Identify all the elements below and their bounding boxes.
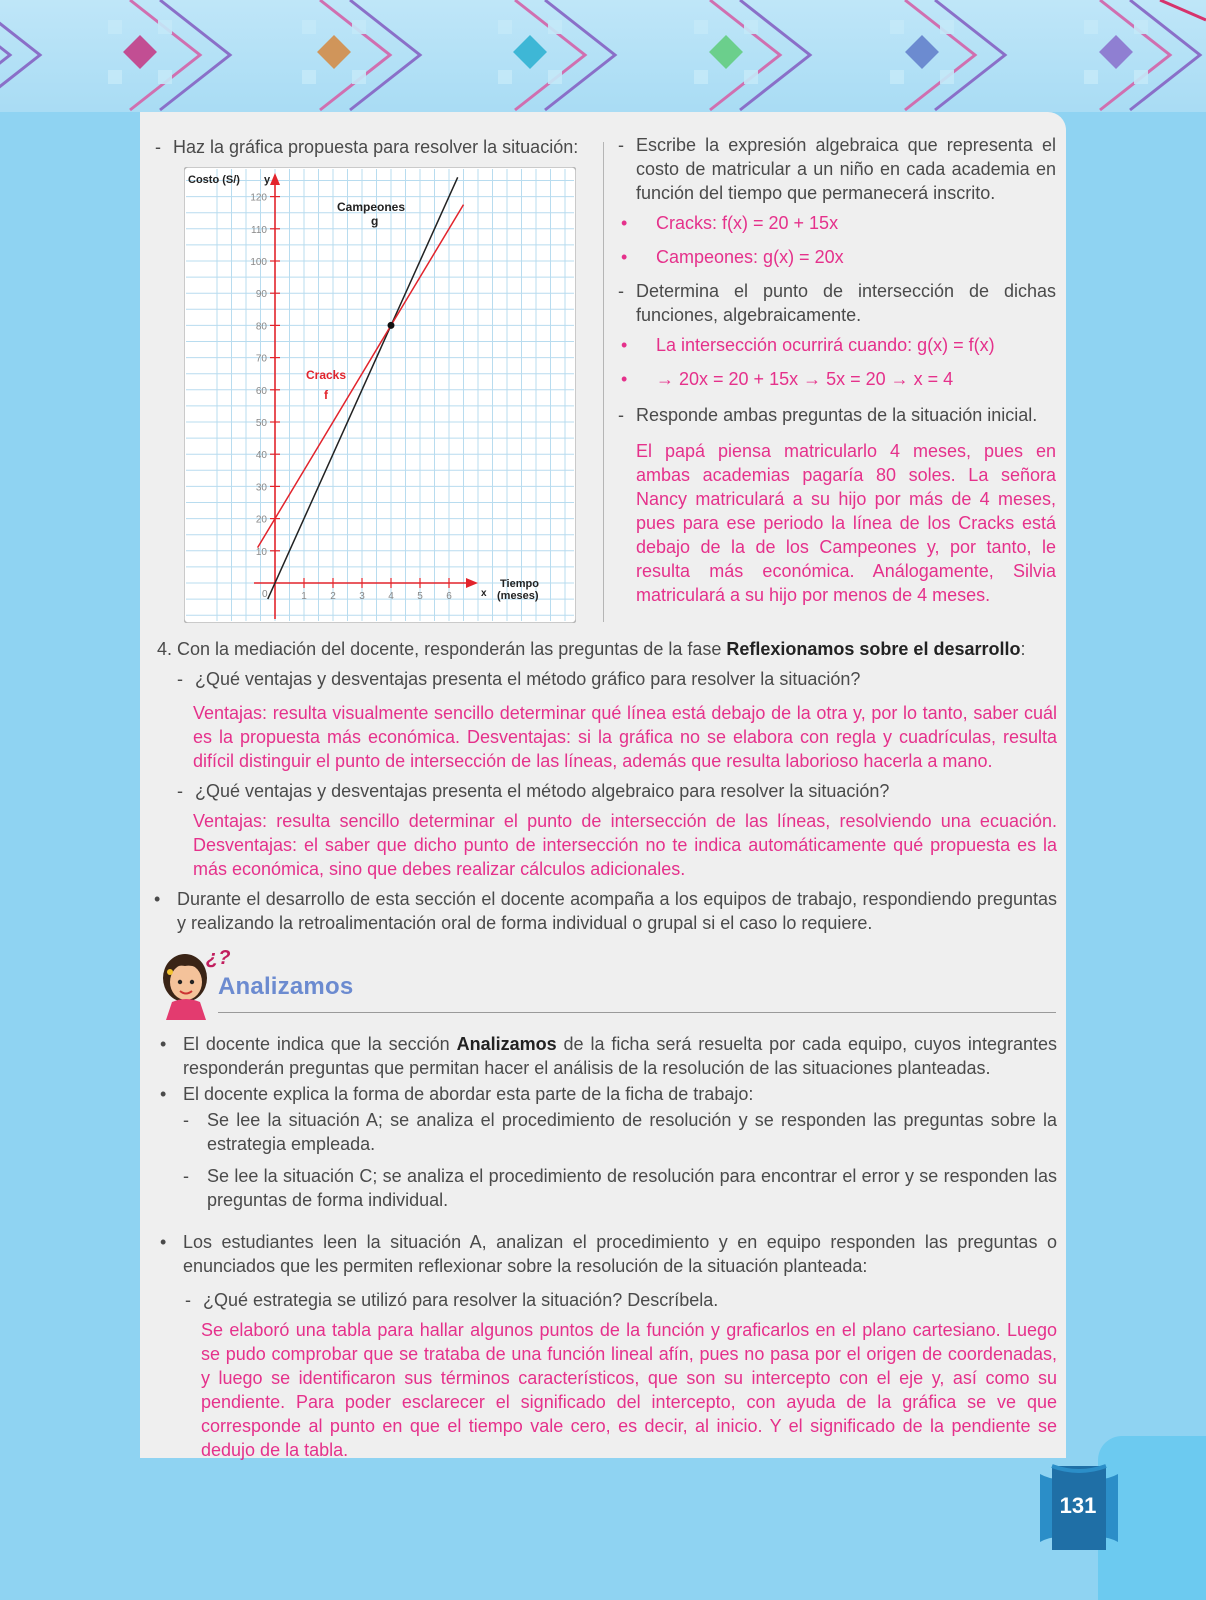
analiza-bullet-1 [155,1032,1057,1080]
page-number: 131 [1059,1493,1097,1518]
y-tick-label: 30 [255,482,267,494]
analiza-strategy-question [155,1288,1057,1312]
answer-cracks [618,211,1056,235]
answer-intersection-condition-text: La intersección ocurrirá cuando: g(x) = f(x) [656,335,995,355]
task-expression-text: Escribe la expresión algebraica que representa el costo de matricular a un niño en cada academia en función del tiempo que permanecerá inscrito. [636,135,1056,203]
analiza-bullet-3-text: Los estudiantes leen la situación A, analizan el procedimiento y en equipo responden las preguntas o enunciados que les permiten reflexionar sobre la resolución de la situación planteada: [183,1232,1057,1276]
analiza-strategy-answer: Se elaboró una tabla para hallar algunos puntos de la función y graficarlos en el plano cartesiano. Luego se pudo comprobar que se trataba de una función lineal afín, pues no pasa por el origen de coordenadas, y luego se identificaron sus términos característicos, que son su intercepto con el eje y, así como su pendiente. Para poder esclarecer el significado del intercepto, con ayuda de la gráfica se ve que corresponde al punto en que el tiempo vale cero, es decir, al inicio. Y el significado de la pendiente se dedujo de la tabla. [201,1320,1057,1460]
answer-initial-situation: El papá piensa matricularlo 4 meses, pues en ambas academias pagaría 80 soles. La señora Nancy matriculará a su hijo por más de 4 meses, pues para ese periodo la línea de los Cracks está debajo de la de los Campeones y, por tanto, le resulta más económica. Análogamente, Silvia matriculará a su hijo por menos de 4 meses. [636,441,1056,605]
x-tick-label: 6 [446,591,452,602]
y-tick-label: 50 [255,418,267,429]
y-tick-label: 120 [250,192,267,204]
dash-mark: - [183,1166,189,1186]
dash-mark: - [185,1290,191,1310]
dash-mark: - [183,1110,189,1130]
sub-question-algebraic-text: ¿Qué ventajas y desventajas presenta el método algebraico para resolver la situación? [195,781,890,801]
question-marks-icon: ¿? [206,947,231,969]
analizamos-content [155,1032,1057,1462]
bullet-dot: • [160,1232,167,1252]
answer-intersection-steps [618,367,1056,391]
y-tick-label: 80 [255,321,267,333]
analiza-sub-a [155,1108,1057,1156]
right-column [618,133,1056,607]
sub-question-graphic-text: ¿Qué ventajas y desventajas presenta el método gráfico para resolver la situación? [195,669,861,689]
analiza-bullet-1-pre: El docente indica que la sección [183,1034,457,1054]
task-expression [618,133,1056,205]
question-4-header [157,637,1057,661]
graph-instruction [155,135,595,159]
question-4-phase: Reflexionamos sobre el desarrollo [726,639,1021,659]
analiza-sub-a-text: Se lee la situación A; se analiza el procedimiento de resolución y se responden las preguntas sobre la estrategia empleada. [207,1110,1057,1154]
bullet-dot: • [160,1084,167,1104]
y-tick-label: 40 [255,450,267,462]
answer-campeones [618,245,1056,269]
x-axis-label-line1: Tiempo [500,578,539,590]
y-tick-label: 90 [255,289,267,301]
x-tick-label: 3 [359,591,365,602]
answer-intersection-steps-text: → 20x = 20 + 15x → 5x = 20 → x = 4 [656,369,954,389]
sub-question-algebraic [177,779,1057,803]
answer-cracks-text: Cracks: f(x) = 20 + 15x [656,213,839,233]
y-tick-label: 110 [251,224,267,236]
answer-graphic-method: Ventajas: resulta visualmente sencillo determinar qué línea está debajo de la otra y, por lo tanto, saber cuál es la propuesta más económica. Desventajas: si la gráfica no se elabora con regla y cuadrículas, resulta difícil distinguir el punto de intersección de las líneas, además que resulta laborioso hacerla a mano. [193,703,1057,771]
y-tick-label: 100 [250,257,267,268]
x-tick-label: 1 [301,591,307,602]
x-axis-letter: x [481,588,487,599]
y-tick-label: 10 [255,546,267,558]
y-tick-label: 70 [255,353,267,365]
y-tick-label: 20 [255,514,267,526]
answer-algebraic-method: Ventajas: resulta sencillo determinar el punto de intersección de las líneas, resolviendo una ecuación. Desventajas: el saber que dicho punto de intersección no te indica automáticamente qué propuesta es la más económica, sino que debes realizar cálculos adicionales. [193,811,1057,879]
x-tick-label: 4 [388,591,394,602]
x-tick-label: 2 [330,591,336,602]
analiza-bullet-2 [155,1082,1057,1106]
analiza-sub-b-text: Se lee la situación C; se analiza el procedimiento de resolución para encontrar el error y se responden las preguntas de forma individual. [207,1166,1057,1210]
cost-chart [184,167,576,623]
bullet-dot: • [154,889,161,909]
task-intersection-text: Determina el punto de intersección de dichas funciones, algebraicamente. [636,281,1056,325]
decorative-banner [0,0,1206,112]
series-name-cracks: Cracks [306,368,347,382]
y-axis-letter: y [264,174,271,186]
analiza-bullet-1-bold: Analizamos [456,1034,557,1054]
analiza-bullet-3 [155,1230,1057,1278]
question-4 [154,637,1057,935]
teacher-note-bullet [154,887,1057,935]
intersection-point [388,322,395,329]
series-letter-cracks: f [324,388,328,402]
column-divider [603,142,604,622]
x-axis-label-line2: (meses) [497,590,539,602]
task-respond-text: Responde ambas preguntas de la situación inicial. [636,405,1038,425]
girl-mascot-icon [158,950,212,1020]
analiza-sub-b [155,1164,1057,1212]
origin-label: 0 [262,589,268,600]
analiza-strategy-question-text: ¿Qué estrategia se utilizó para resolver la situación? Descríbela. [203,1290,719,1310]
graph-instruction-text: Haz la gráfica propuesta para resolver la situación: [173,137,579,157]
section-title: Analizamos [218,973,354,1000]
section-divider [218,1012,1056,1013]
question-4-end: : [1020,639,1026,659]
y-axis-label: Costo (S/) [188,174,240,186]
task-intersection [618,279,1056,327]
answer-intersection-condition [618,333,1056,357]
y-tick-label: 60 [255,385,267,397]
series-name-campeones: Campeones [337,200,406,214]
series-letter-campeones: g [371,214,379,228]
task-respond [618,403,1056,427]
bullet-dot: • [160,1034,167,1054]
teacher-note-text: Durante el desarrollo de esta sección el docente acompaña a los equipos de trabajo, respondiendo preguntas y realizando la retroalimentación oral de forma individual o grupal si el caso lo requiere. [177,889,1057,933]
x-tick-label: 5 [417,591,423,602]
question-4-number: 4. [157,639,173,659]
analiza-bullet-2-text: El docente explica la forma de abordar esta parte de la ficha de trabajo: [183,1084,754,1104]
answer-campeones-text: Campeones: g(x) = 20x [656,247,844,267]
question-4-text: Con la mediación del docente, responderán las preguntas de la fase [177,639,727,659]
analiza-bullet-1-post: de la ficha será resuelta por cada equipo, cuyos integrantes responderán preguntas que permitan hacer el análisis de la resolución de las situaciones planteadas. [183,1034,1057,1078]
sub-question-graphic [177,667,1057,691]
